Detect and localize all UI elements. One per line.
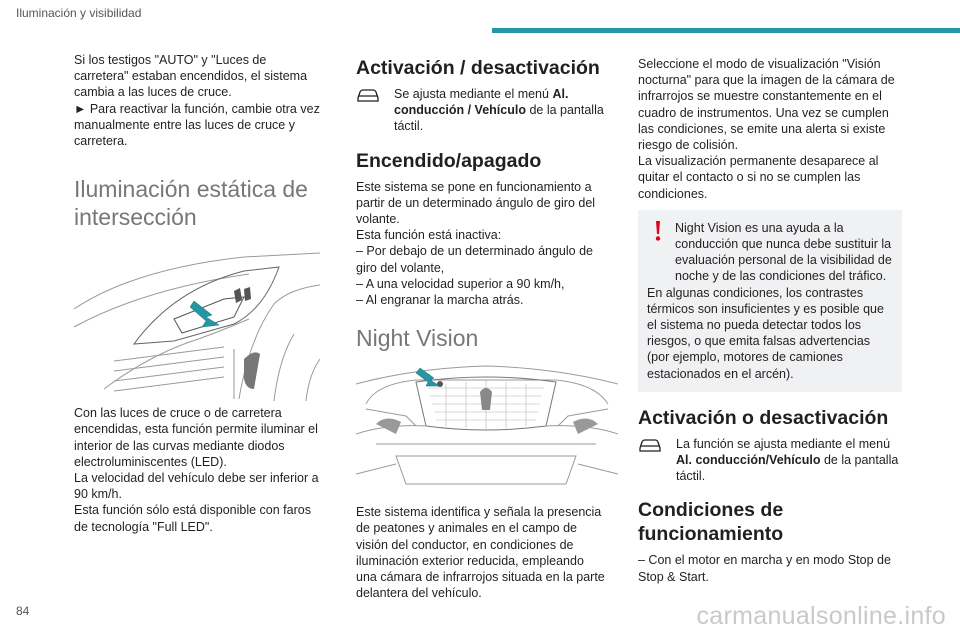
static-lighting-body-2: La velocidad del vehículo debe ser inferior a 90 km/h. xyxy=(74,471,319,502)
warning-box xyxy=(638,210,902,392)
night-vision-illustration xyxy=(356,364,618,494)
watermark: carmanualsonline.info xyxy=(696,602,946,630)
activation-text-2: La función se ajusta mediante el menú Al. conducción/Vehículo de la pantalla táctil. xyxy=(676,436,899,484)
activation-deactivation-title: Activación o desactivación xyxy=(638,406,889,429)
warning-exclamation-icon xyxy=(647,220,669,242)
bullet-text: ► Para reactivar la función, cambie otra vez manualmente entre las luces de cruce y carretera. xyxy=(74,101,320,149)
warning-text-2: En algunas condiciones, los contrastes térmicos son insuficientes y es posible que el sistema no pueda detectar todos los riesgos, o que emita falsas advertencias (por ejemplo, motores de camiones estacionados en el arcén). xyxy=(647,285,884,381)
night-vision-title: Night Vision xyxy=(356,325,479,352)
static-lighting-body-1: Con las luces de cruce o de carretera encendidas, esta función permite iluminar el interior de las curvas mediante diodos electroluminiscentes (LED). xyxy=(74,406,318,469)
column-3 xyxy=(638,56,902,585)
activation-text: Se ajusta mediante el menú Al. conducción / Vehículo de la pantalla táctil. xyxy=(394,87,604,134)
car-menu-icon xyxy=(638,437,662,453)
header-title: Iluminación y visibilidad xyxy=(16,6,142,20)
onoff-title: Encendido/apagado xyxy=(356,149,542,172)
headlight-illustration xyxy=(74,249,320,401)
conditions-item: – Con el motor en marcha y en modo Stop de Stop & Start. xyxy=(638,553,891,584)
activation-row-2 xyxy=(638,436,902,485)
car-menu-icon xyxy=(356,87,380,103)
conditions-title: Condiciones de funcionamiento xyxy=(638,499,784,546)
column-1 xyxy=(74,52,324,535)
onoff-item-3: – Al engranar la marcha atrás. xyxy=(356,293,524,308)
intro-text: Si los testigos "AUTO" y "Luces de carretera" estaban encendidos, el sistema cambia a las luces de cruce. xyxy=(74,53,308,100)
mode-text: Seleccione el modo de visualización "Visión nocturna" para que la imagen de la cámara de infrarrojos se muestre constantemente en el cuadro de instrumentos. Una vez se cumplen las condiciones, se emite una alerta si existe riesgo de colisión. xyxy=(638,57,895,153)
onoff-item-1: – Por debajo de un determinado ángulo de giro del volante, xyxy=(356,244,593,275)
activation-title: Activación / desactivación xyxy=(356,57,600,79)
section-title-static-lighting: Iluminación estática de intersección xyxy=(74,176,308,231)
activation-row xyxy=(356,86,606,135)
onoff-item-2: – A una velocidad superior a 90 km/h, xyxy=(356,276,565,291)
night-vision-body: Este sistema identifica y señala la presencia de peatones y animales en el campo de visión del conductor, en condiciones de iluminación exterior reducida, empleando una cámara de infrarrojos situada en la parte delantera del vehículo. xyxy=(356,505,605,601)
onoff-intro: Este sistema se pone en funcionamiento a partir de un determinado ángulo de giro del volante. xyxy=(356,179,596,227)
header-accent-bar xyxy=(492,28,960,33)
page-number: 84 xyxy=(16,604,30,618)
static-lighting-body-3: Esta función sólo está disponible con faros de tecnología "Full LED". xyxy=(74,503,311,534)
onoff-lead: Esta función está inactiva: xyxy=(356,228,502,243)
column-2 xyxy=(356,56,606,601)
mode-text-2: La visualización permanente desaparece al quitar el contacto o si no se cumplen las condiciones. xyxy=(638,154,879,201)
warning-text-1: Night Vision es una ayuda a la conducción que nunca debe sustituir la evaluación personal de la visibilidad de noche y de las condiciones del tráfico. xyxy=(675,220,892,284)
teal-arrow-icon xyxy=(190,301,219,327)
